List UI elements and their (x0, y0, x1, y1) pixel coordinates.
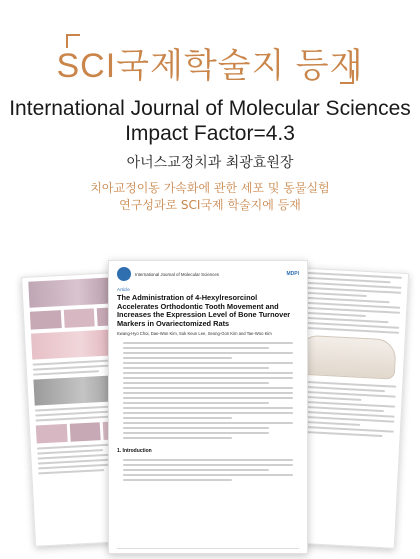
paper-introduction (117, 459, 299, 481)
journal-logo-icon (117, 267, 131, 281)
paper-authors: Kwang-Hyo Choi, Dae-Won Kim, Suk Keun Lee, Seong-Gon Kim and Tae-Woo Kim (117, 331, 272, 337)
paper-page-center (108, 260, 308, 554)
paper-title: The Administration of 4-Hexylresorcinol Accelerates Orthodontic Tooth Movement and Increases the Expression Level of Bone Turnover Markers in Ovariectomized Rats (117, 293, 291, 328)
paper-journal-name: International Journal of Molecular Sciences (135, 271, 219, 277)
paper-abstract (117, 372, 299, 429)
description-line-2: 연구성과로 SCI국제 학술지에 등재 (119, 198, 301, 212)
paper-keywords (117, 432, 299, 439)
description-line-1: 치아교정이동 가속화에 관한 세포 및 동물실험 (90, 181, 330, 195)
impact-factor: Impact Factor=4.3 (125, 122, 295, 145)
hospital-name: 아너스교정치과 최광효원장 (126, 155, 294, 171)
description (0, 180, 420, 214)
publisher-badge: MDPI (286, 271, 299, 277)
paper-section-heading: 1. Introduction (117, 448, 152, 455)
journal-info (0, 96, 420, 146)
paper-type: Article (117, 287, 130, 292)
paper-preview (0, 252, 420, 559)
paper-footer (117, 548, 299, 549)
main-title: SCI국제학술지 등재 (56, 47, 364, 85)
paper-affiliations (117, 342, 299, 369)
jaw-figure (297, 335, 397, 380)
headline-section (0, 0, 420, 250)
paper-header (109, 261, 307, 283)
journal-name: International Journal of Molecular Sciences (9, 97, 411, 120)
